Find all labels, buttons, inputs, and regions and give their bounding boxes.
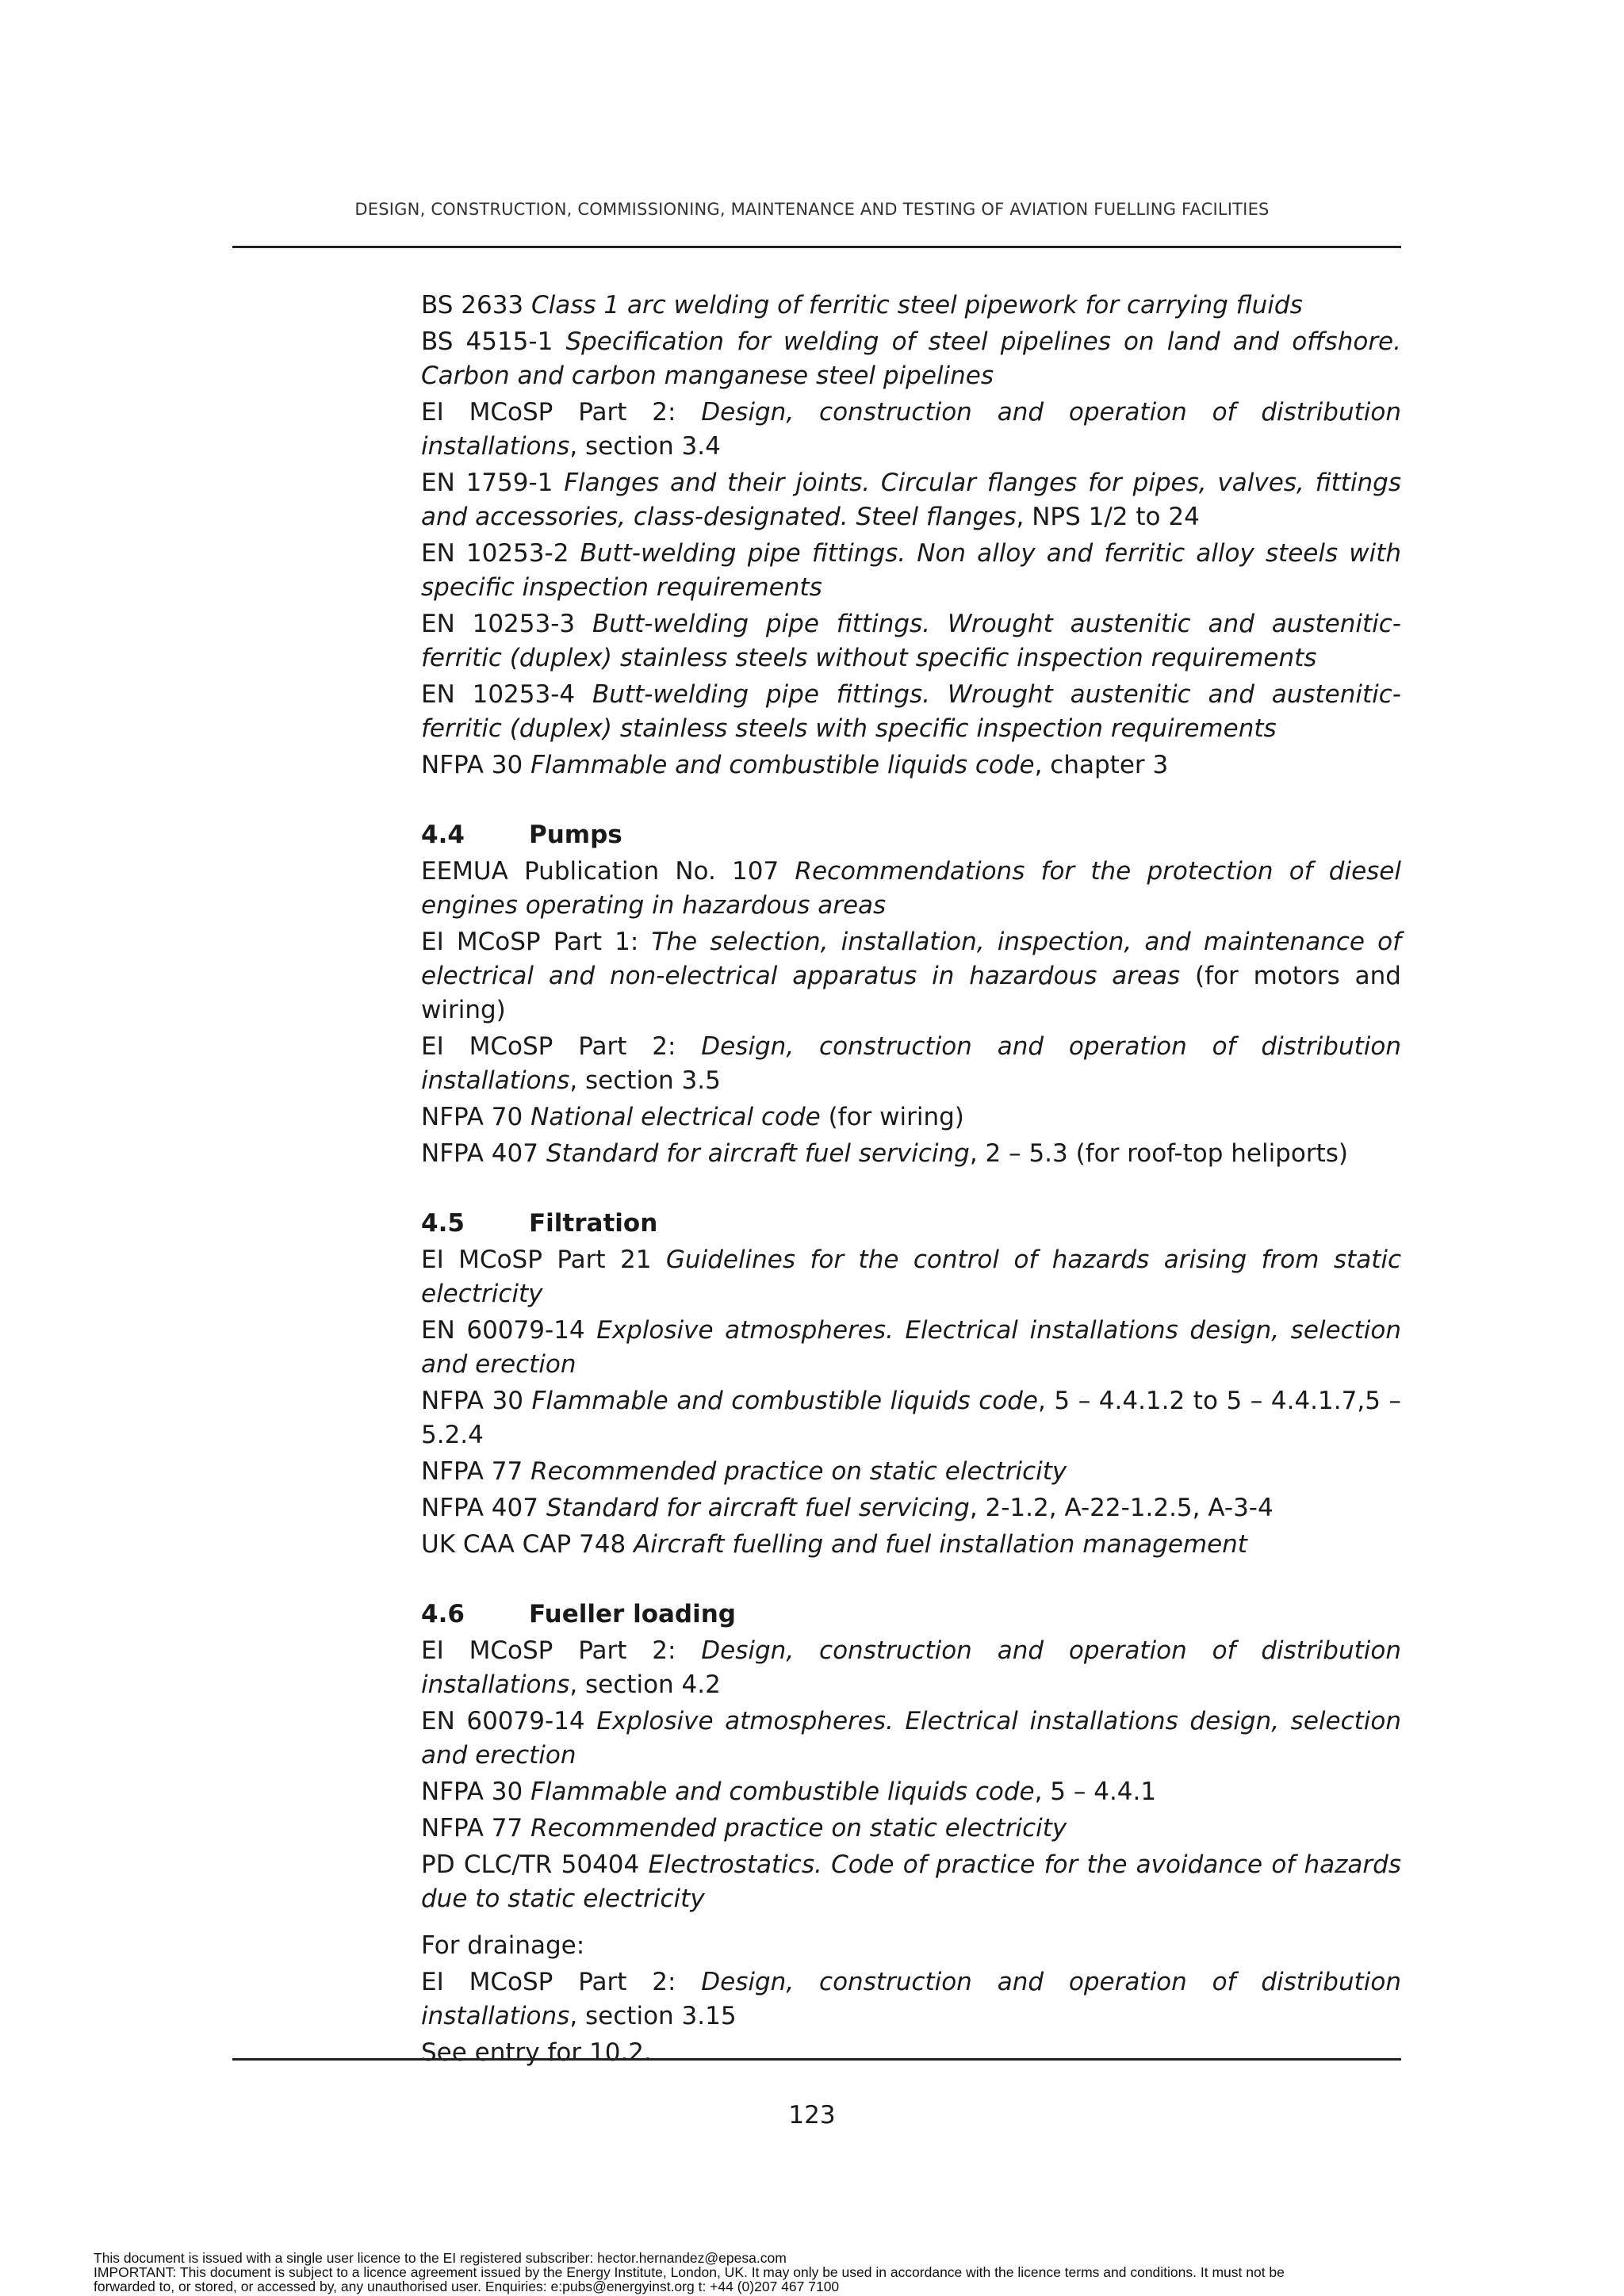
reference-entry — [421, 1455, 1401, 1489]
section-title: Filtration — [529, 1209, 658, 1238]
reference-suffix: , section 3.4 — [569, 432, 721, 461]
reference-sections — [421, 818, 1401, 1916]
section-4-6 — [421, 1598, 1401, 1916]
reference-suffix: , 5 – 4.4.1.2 to 5 – 4.4.1.7,5 – 5.2.4 — [421, 1387, 1401, 1449]
reference-code: NFPA 30 — [421, 1777, 531, 1806]
reference-title: Class 1 arc welding of ferritic steel pipework for carrying fluids — [531, 291, 1303, 320]
references-content — [421, 289, 1401, 2072]
page-number: 123 — [788, 2101, 836, 2130]
reference-code: EEMUA Publication No. 107 — [421, 857, 795, 886]
reference-title: Standard for aircraft fuel servicing — [546, 1139, 970, 1168]
running-header: DESIGN, CONSTRUCTION, COMMISSIONING, MAINTENANCE AND TESTING OF AVIATION FUELLING FACILITIES — [354, 200, 1270, 219]
reference-entry — [421, 748, 1401, 783]
reference-code: NFPA 70 — [421, 1103, 531, 1131]
section-title: Pumps — [529, 821, 622, 849]
licence-line: IMPORTANT: This document is subject to a licence agreement issued by the Energy Institute, London, UK. It may only be used in accordance with the licence terms and conditions. It must not be — [94, 2264, 1285, 2280]
reference-entry — [421, 1100, 1401, 1135]
reference-suffix: , 2-1.2, A-22-1.2.5, A-3-4 — [969, 1494, 1274, 1522]
section-number: 4.5 — [421, 1209, 465, 1238]
drainage-block — [421, 1929, 1401, 2070]
reference-entry — [421, 537, 1401, 605]
reference-title: Flanges and their joints. Circular flanges for pipes, valves, fittings and accessories, class-designated. Steel flanges — [421, 469, 1401, 531]
reference-title: Design, construction and operation of distribution installations — [421, 1032, 1401, 1095]
licence-notice — [94, 2251, 1561, 2294]
reference-code: EI MCoSP Part 21 — [421, 1246, 666, 1274]
section-title: Fueller loading — [529, 1600, 737, 1628]
reference-entry — [421, 1705, 1401, 1773]
reference-title: Aircraft fuelling and fuel installation management — [634, 1530, 1247, 1559]
reference-title: Recommended practice on static electricity — [530, 1457, 1067, 1486]
reference-code: EN 60079-14 — [421, 1707, 597, 1735]
reference-suffix: , section 3.15 — [569, 2002, 737, 2030]
header-rule — [232, 246, 1401, 248]
reference-entry — [421, 925, 1401, 1027]
intro-reference-list — [421, 289, 1401, 783]
reference-entry — [421, 1634, 1401, 1702]
reference-entry — [421, 1528, 1401, 1562]
reference-title: Electrostatics. Code of practice for the avoidance of hazards due to static electricity — [421, 1850, 1401, 1913]
reference-title: Design, construction and operation of distribution installations — [421, 1636, 1401, 1699]
reference-title: Explosive atmospheres. Electrical installations design, selection and erection — [421, 1707, 1402, 1770]
reference-code: NFPA 30 — [421, 751, 531, 779]
licence-line: forwarded to, or stored, or accessed by, any unauthorised user. Enquiries: e:pubs@energyinst.org t: +44 (0)207 467 7100 — [94, 2279, 840, 2294]
reference-code: EN 10253-2 — [421, 539, 580, 568]
reference-title: Standard for aircraft fuel servicing — [546, 1494, 970, 1522]
reference-entry — [421, 1384, 1401, 1452]
reference-entry — [421, 1775, 1401, 1809]
reference-suffix: , NPS 1/2 to 24 — [1016, 503, 1200, 531]
reference-code: EI MCoSP Part 1: — [421, 928, 652, 956]
reference-entry — [421, 855, 1401, 923]
footer-rule — [232, 2058, 1401, 2061]
section-heading — [421, 1207, 1401, 1241]
section-4-4 — [421, 818, 1401, 1171]
reference-suffix: , 2 – 5.3 (for roof-top heliports) — [969, 1139, 1348, 1168]
reference-suffix: , chapter 3 — [1034, 751, 1169, 779]
reference-title: Design, construction and operation of distribution installations — [421, 1968, 1401, 2030]
reference-code: NFPA 407 — [421, 1494, 546, 1522]
reference-title: Flammable and combustible liquids code — [531, 1387, 1038, 1415]
reference-entry — [421, 1137, 1401, 1171]
reference-title: Recommended practice on static electricity — [530, 1814, 1067, 1843]
reference-title: Butt-welding pipe fittings. Non alloy and ferritic alloy steels with specific inspection requirements — [421, 539, 1401, 602]
reference-code: UK CAA CAP 748 — [421, 1530, 634, 1559]
reference-title: National electrical code — [530, 1103, 821, 1131]
reference-suffix: (for wiring) — [820, 1103, 964, 1131]
reference-entry — [421, 1491, 1401, 1525]
reference-code: EI MCoSP Part 2: — [421, 1032, 702, 1061]
reference-code: EI MCoSP Part 2: — [421, 1968, 702, 1996]
section-heading — [421, 818, 1401, 852]
reference-title: Guidelines for the control of hazards arising from static electricity — [421, 1246, 1401, 1308]
reference-entry — [421, 466, 1401, 534]
reference-code: EN 1759-1 — [421, 469, 565, 497]
reference-code: PD CLC/TR 50404 — [421, 1850, 649, 1879]
reference-suffix: , 5 – 4.4.1 — [1034, 1777, 1157, 1806]
reference-entry — [421, 396, 1401, 464]
reference-suffix: , section 3.5 — [569, 1066, 721, 1095]
see-also-note: See entry for 10.2. — [421, 2038, 652, 2067]
reference-entry — [421, 1314, 1401, 1382]
reference-entry — [421, 289, 1401, 323]
licence-line: This document is issued with a single user licence to the EI registered subscriber: hector.hernandez@epesa.com — [94, 2250, 787, 2266]
reference-code: EN 60079-14 — [421, 1316, 597, 1345]
reference-entry — [421, 1030, 1401, 1098]
reference-entry — [421, 1812, 1401, 1846]
reference-code: NFPA 77 — [421, 1457, 531, 1486]
reference-code: NFPA 407 — [421, 1139, 546, 1168]
reference-code: NFPA 30 — [421, 1387, 532, 1415]
section-number: 4.4 — [421, 821, 465, 849]
reference-code: BS 4515-1 — [421, 327, 566, 356]
reference-title: Design, construction and operation of distribution installations — [421, 398, 1401, 461]
reference-suffix: (for motors and wiring) — [421, 962, 1401, 1024]
reference-entry — [421, 678, 1401, 746]
drainage-reference-entry — [421, 1965, 1401, 2034]
section-number: 4.6 — [421, 1600, 465, 1628]
reference-title: Butt-welding pipe fittings. Wrought austenitic and austenitic-ferritic (duplex) stainless steels without specific inspection requirements — [421, 610, 1401, 672]
reference-entry — [421, 1243, 1401, 1311]
reference-code: EN 10253-3 — [421, 610, 592, 638]
reference-code: EN 10253-4 — [421, 680, 592, 709]
reference-title: Specification for welding of steel pipelines on land and offshore. Carbon and carbon manganese steel pipelines — [421, 327, 1401, 390]
reference-entry — [421, 325, 1401, 393]
reference-title: Butt-welding pipe fittings. Wrought austenitic and austenitic-ferritic (duplex) stainless steels with specific inspection requirements — [421, 680, 1401, 743]
reference-title: Recommendations for the protection of diesel engines operating in hazardous areas — [421, 857, 1401, 920]
drainage-label: For drainage: — [421, 1931, 585, 1960]
section-heading — [421, 1598, 1401, 1632]
reference-title: Explosive atmospheres. Electrical installations design, selection and erection — [421, 1316, 1402, 1379]
reference-entry — [421, 607, 1401, 675]
reference-suffix: , section 4.2 — [569, 1670, 721, 1699]
reference-code: EI MCoSP Part 2: — [421, 398, 702, 427]
reference-title: Flammable and combustible liquids code — [530, 751, 1035, 779]
reference-title: Flammable and combustible liquids code — [530, 1777, 1035, 1806]
reference-entry — [421, 1848, 1401, 1916]
reference-code: BS 2633 — [421, 291, 532, 320]
reference-title: The selection, installation, inspection, and maintenance of electrical and non-electrical apparatus in hazardous areas — [421, 928, 1402, 990]
reference-code: EI MCoSP Part 2: — [421, 1636, 702, 1665]
section-4-5 — [421, 1207, 1401, 1562]
reference-code: NFPA 77 — [421, 1814, 531, 1843]
